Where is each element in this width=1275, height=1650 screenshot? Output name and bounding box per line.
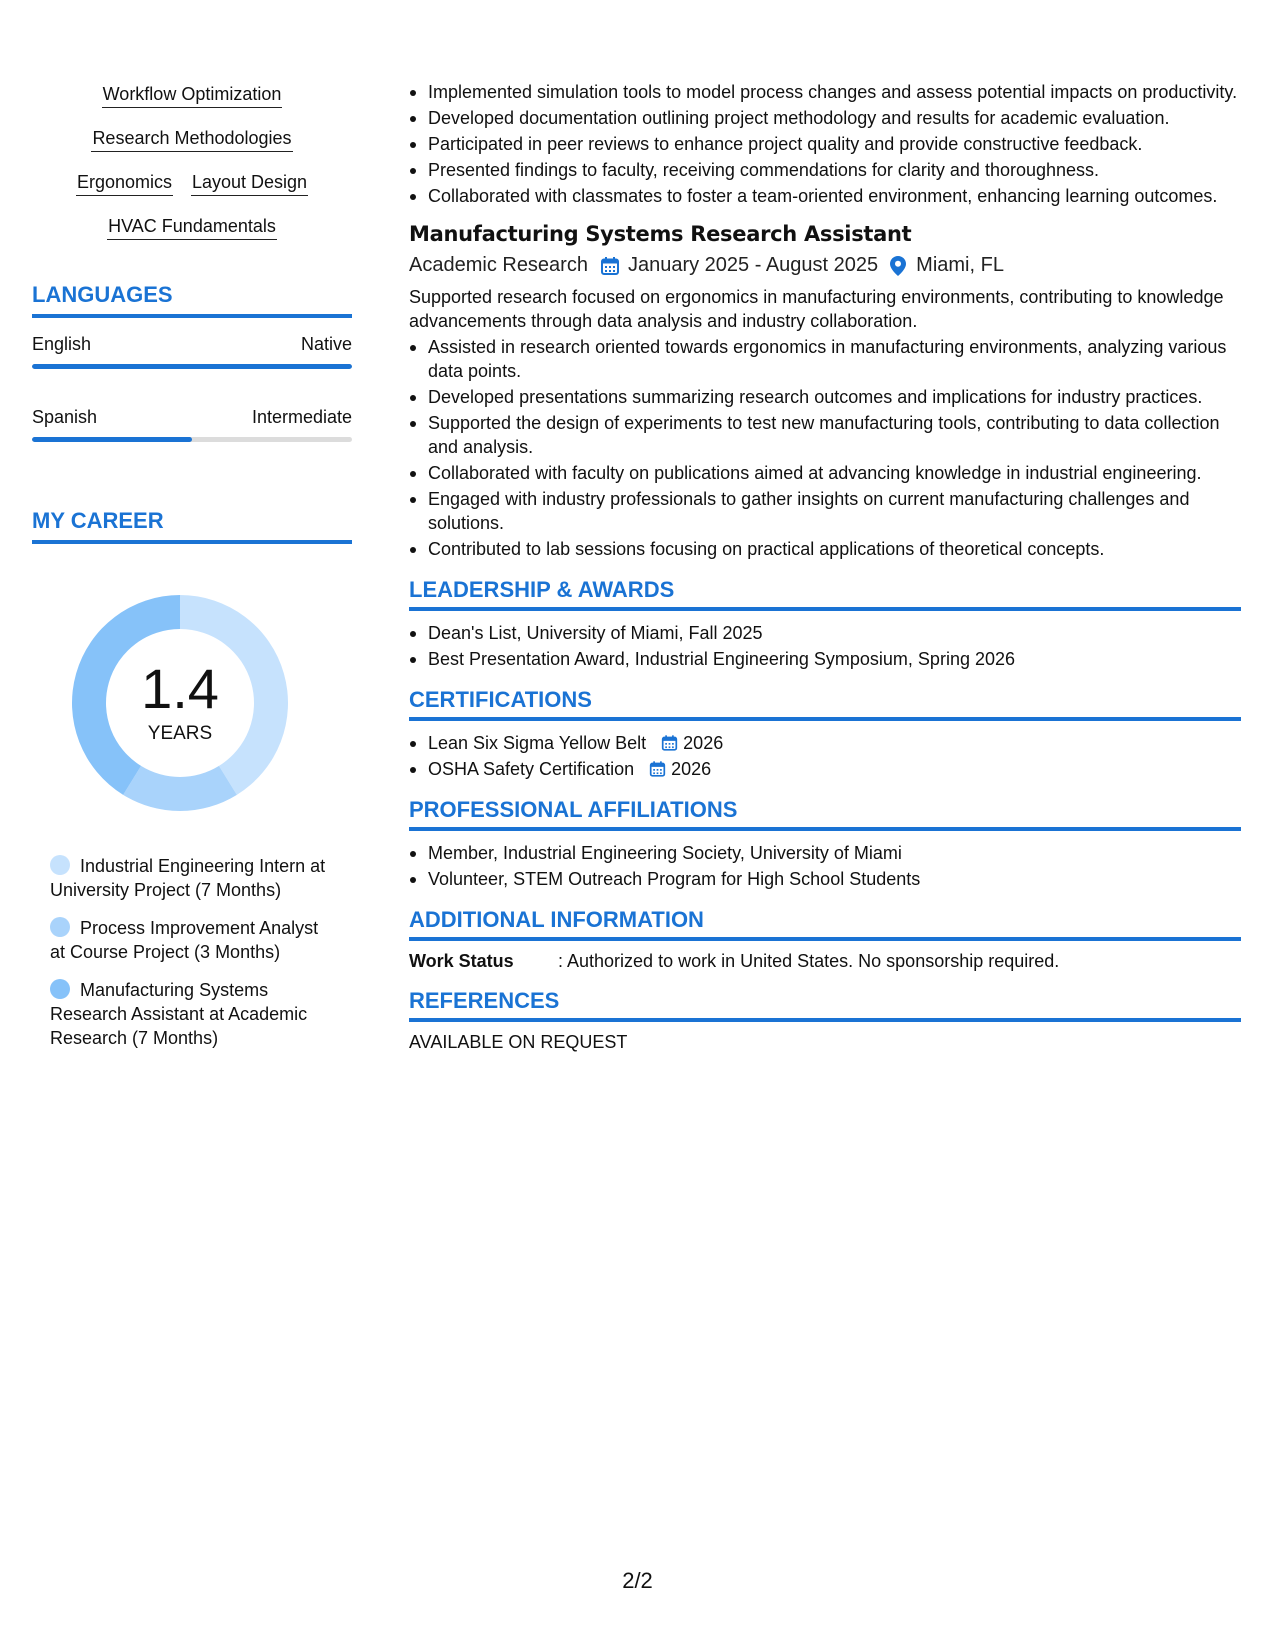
page-number: 2/2	[622, 1568, 653, 1593]
right-column	[409, 80, 1241, 1053]
bullet-item: Best Presentation Award, Industrial Engineering Symposium, Spring 2026	[409, 647, 1241, 671]
bullet-item: Contributed to lab sessions focusing on practical applications of theoretical concepts.	[409, 537, 1241, 561]
career-legend-item	[50, 978, 330, 1050]
certification-name: OSHA Safety Certification	[428, 759, 635, 779]
bullet-item: Participated in peer reviews to enhance project quality and provide constructive feedback.	[409, 132, 1241, 156]
job-bullets	[409, 335, 1241, 561]
skill-tag: HVAC Fundamentals	[107, 214, 277, 240]
language-proficiency-fill	[32, 437, 192, 442]
languages-heading: LANGUAGES	[32, 282, 352, 318]
career-legend-item	[50, 916, 330, 964]
skill-tag: Ergonomics	[76, 170, 173, 196]
references-section	[409, 988, 1241, 1053]
calendar-icon	[661, 734, 678, 752]
affiliations-section	[409, 797, 1241, 891]
career-heading: MY CAREER	[32, 508, 352, 544]
leadership-heading: LEADERSHIP & AWARDS	[409, 577, 1241, 611]
certifications-heading: CERTIFICATIONS	[409, 687, 1241, 721]
bullet-item: Presented findings to faculty, receiving commendations for clarity and thoroughness.	[409, 158, 1241, 182]
bullet-item: Collaborated with classmates to foster a team-oriented environment, enhancing learning outcomes.	[409, 184, 1241, 208]
skill-tag: Workflow Optimization	[102, 82, 283, 108]
job-company: Academic Research	[409, 254, 588, 276]
legend-dot-icon	[50, 917, 70, 937]
job-dates: January 2025 - August 2025	[627, 254, 879, 276]
language-name: Spanish	[32, 407, 98, 427]
skill-tag: Research Methodologies	[91, 126, 292, 152]
language-level: Native	[300, 334, 352, 354]
language-item	[32, 332, 352, 369]
career-legend-item	[50, 854, 330, 902]
career-legend-label: Process Improvement Analyst at Course Project (3 Months)	[50, 918, 319, 962]
job-meta	[409, 254, 1241, 277]
legend-dot-icon	[50, 855, 70, 875]
bullet-item: Developed documentation outlining project methodology and results for academic evaluation.	[409, 106, 1241, 130]
additional-info-heading: ADDITIONAL INFORMATION	[409, 907, 1241, 941]
bullet-item: Collaborated with faculty on publications aimed at advancing knowledge in industrial engineering.	[409, 461, 1241, 485]
additional-info-section	[409, 907, 1241, 972]
career-donut-chart	[65, 588, 295, 818]
language-item	[32, 405, 352, 442]
language-name: English	[32, 334, 92, 354]
bullet-item: Assisted in research oriented towards ergonomics in manufacturing environments, analyzing various data points.	[409, 335, 1241, 383]
skill-tag: Layout Design	[191, 170, 308, 196]
certification-name: Lean Six Sigma Yellow Belt	[428, 733, 647, 753]
work-status-value: : Authorized to work in United States. No sponsorship required.	[558, 951, 1060, 971]
language-proficiency-bar	[32, 364, 352, 369]
work-status-label: Work Status	[409, 951, 514, 971]
language-proficiency-bar	[32, 437, 352, 442]
calendar-icon	[600, 256, 620, 276]
certifications-section	[409, 687, 1241, 781]
certification-year: 2026	[683, 733, 724, 753]
bullet-item: Volunteer, STEM Outreach Program for High School Students	[409, 867, 1241, 891]
bullet-item: Implemented simulation tools to model process changes and assess potential impacts on productivity.	[409, 80, 1241, 104]
bullet-item: Supported the design of experiments to test new manufacturing tools, contributing to data collection and analysis.	[409, 411, 1241, 459]
certification-year: 2026	[671, 759, 712, 779]
career-section	[32, 508, 352, 1050]
references-heading: REFERENCES	[409, 988, 1241, 1022]
career-legend-label: Industrial Engineering Intern at University Project (7 Months)	[50, 856, 326, 900]
bullet-item: Dean's List, University of Miami, Fall 2025	[409, 621, 1241, 645]
location-pin-icon	[890, 256, 906, 276]
certification-item	[409, 757, 1241, 781]
calendar-icon	[649, 760, 666, 778]
previous-job-bullets	[409, 80, 1241, 208]
career-legend-label: Manufacturing Systems Research Assistant at Academic Research (7 Months)	[50, 980, 308, 1048]
affiliations-heading: PROFESSIONAL AFFILIATIONS	[409, 797, 1241, 831]
language-proficiency-fill	[32, 364, 352, 369]
job-title: Manufacturing Systems Research Assistant	[409, 222, 912, 246]
career-total-unit: YEARS	[147, 723, 213, 744]
career-legend	[50, 854, 330, 1050]
bullet-item: Developed presentations summarizing research outcomes and implications for industry practices.	[409, 385, 1241, 409]
languages-section	[32, 282, 352, 442]
left-column	[32, 82, 352, 1064]
skills-list	[32, 82, 352, 240]
job-location: Miami, FL	[916, 254, 1004, 276]
legend-dot-icon	[50, 979, 70, 999]
job-summary: Supported research focused on ergonomics in manufacturing environments, contributing to knowledge advancements through data analysis and industry collaboration.	[409, 287, 1224, 331]
language-level: Intermediate	[251, 407, 352, 427]
certification-item	[409, 731, 1241, 755]
bullet-item: Engaged with industry professionals to gather insights on current manufacturing challenges and solutions.	[409, 487, 1241, 535]
career-total-value: 1.4	[141, 657, 219, 720]
bullet-item: Member, Industrial Engineering Society, University of Miami	[409, 841, 1241, 865]
leadership-section	[409, 577, 1241, 671]
references-text: AVAILABLE ON REQUEST	[409, 1032, 628, 1052]
